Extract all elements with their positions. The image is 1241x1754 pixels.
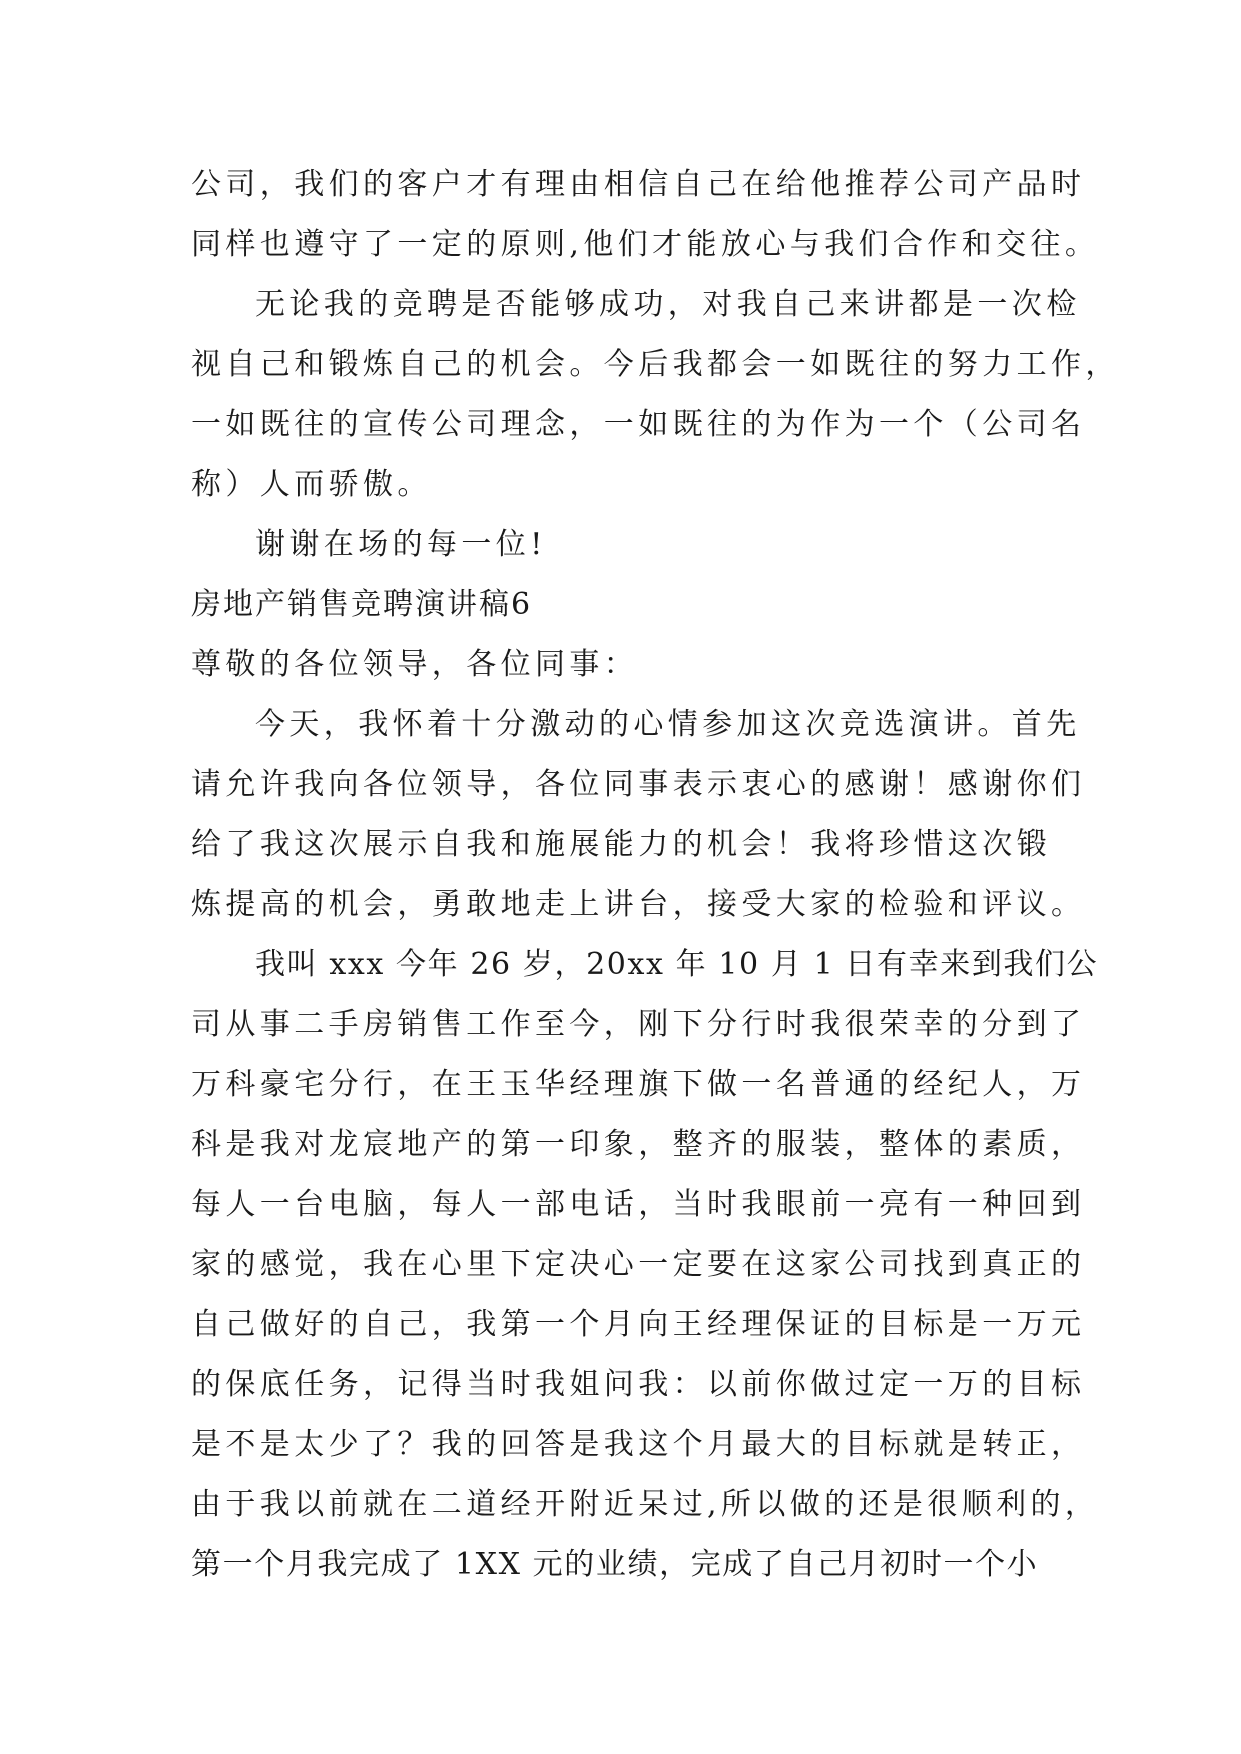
text-line: 由于我以前就在二道经开附近呆过,所以做的还是很顺利的， [191,1487,1100,1522]
text-line: 家的感觉，我在心里下定决心一定要在这家公司找到真正的 [191,1247,1086,1282]
paragraph-start-line: 我叫 xxx 今年 26 岁，20xx 年 10 月 1 日有幸来到我们公 [255,947,1099,982]
text-line: 自己做好的自己，我第一个月向王经理保证的目标是一万元 [191,1307,1086,1342]
text-line: 万科豪宅分行，在王玉华经理旗下做一名普通的经纪人，万 [191,1067,1086,1102]
text-line: 给了我这次展示自我和施展能力的机会！我将珍惜这次锻 [191,827,1051,862]
text-line: 炼提高的机会，勇敢地走上讲台，接受大家的检验和评议。 [191,887,1086,922]
section-title: 房地产销售竞聘演讲稿6 [191,587,533,622]
text-line: 司从事二手房销售工作至今，刚下分行时我很荣幸的分到了 [191,1007,1086,1042]
text-line: 视自己和锻炼自己的机会。今后我都会一如既往的努力工作， [191,347,1120,382]
text-line: 称）人而骄傲。 [191,467,432,502]
text-line: 公司，我们的客户才有理由相信自己在给他推荐公司产品时 [191,167,1086,202]
paragraph-start-line: 今天，我怀着十分激动的心情参加这次竞选演讲。首先 [255,707,1081,742]
text-line: 科是我对龙宸地产的第一印象，整齐的服装，整体的素质， [191,1127,1086,1162]
text-line: 第一个月我完成了 1XX 元的业绩，完成了自己月初时一个小 [191,1547,1039,1582]
text-line: 是不是太少了？我的回答是我这个月最大的目标就是转正， [191,1427,1086,1462]
thanks-line: 谢谢在场的每一位! [255,527,547,562]
text-line: 同样也遵守了一定的原则,他们才能放心与我们合作和交往。 [191,227,1100,262]
text-line: 的保底任务，记得当时我姐问我：以前你做过定一万的目标 [191,1367,1086,1402]
body-text [191,155,1120,1595]
text-line: 每人一台电脑，每人一部电话，当时我眼前一亮有一种回到 [191,1187,1086,1222]
text-line: 一如既往的宣传公司理念，一如既往的为作为一个（公司名 [191,407,1086,442]
salutation: 尊敬的各位领导，各位同事： [191,647,639,682]
text-line: 请允许我向各位领导，各位同事表示衷心的感谢！感谢你们 [191,767,1086,802]
paragraph-start-line: 无论我的竞聘是否能够成功，对我自己来讲都是一次检 [255,287,1081,322]
